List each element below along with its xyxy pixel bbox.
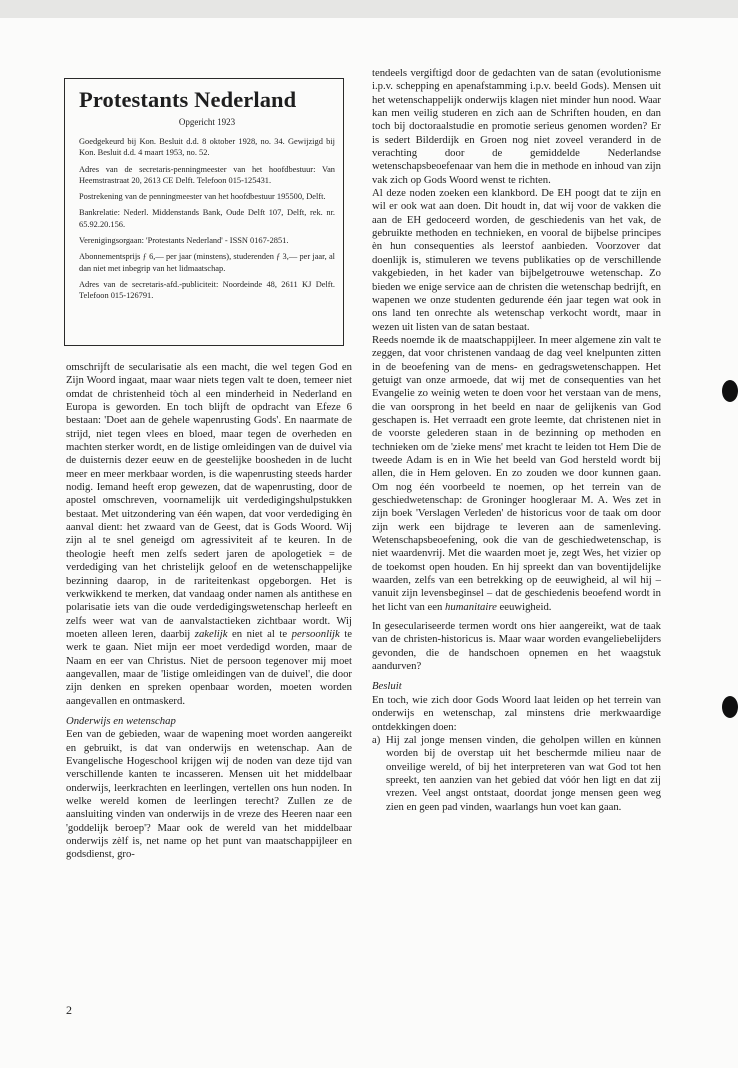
section-heading: Onderwijs en wetenschap (66, 714, 176, 727)
text-run: eeuwigheid. (499, 600, 552, 613)
emphasis: humanitaire (445, 600, 497, 613)
left-paragraph-2: Een van de gebieden, waar de wapening moet worden aangereikt en gebruikt, is dat van onderwijs en wetenschap. Aan de Evangelische Hogeschool krijgen wij de noden van deze tijd van verschillende kanten te incasseren. Mensen uit het middelbaar onderwijs, leerkrachten en leerlingen, vertellen ons hun noden. In welke wereld komen de leerlingen terecht? Zullen ze de aansluiting vinden van onderwijs in de vreze des Heeren naar een 'goddelijk beroep'? Maar ook de wereld van het middelbaar onderwijs zèlf is, net name op het punt van maatschappijleer en godsdienst, gro- (66, 728, 352, 861)
text-run: Reeds noemde ik de maatschappijleer. In meer algemene zin valt te zeggen, dat voor christenen vandaag de dag veel knelpunten zitten in de beoefening van de mens- en gedragswetenschappen. Het getuigt van onze armoede, dat wij met de consequenties van het Evangelie zo weinig weten te doen voor het verstaan van de mens, die van oorsprong in het beeld en naar de gelijkenis van God geschapen is. Het verraadt een grote leemte, dat christenen niet in de voorste gelederen staan in de bezinning op methoden en technieken om de 'zieke mens' met kracht te leiden tot Hem Die de tweede Adam is en in Wie het beeld van God hersteld wordt bij allen, die in Hem geloven. En zo zouden we door kunnen gaan. Om nog één voorbeeld te noemen, op het terrein van de geschiedwetenschap: de Groninger hoogleraar M. A. Wes zet in zijn boek 'Verslagen Verleden' de historicus voor de taak om door zijn werk een bijdrage te leveren aan de samenleving. Wetenschapsbeoefening, ook die van de geschiedwetenschap, is niet waardenvrij. Met die waarden moet je, zegt Wes, het vizier op de toekomst open houden. En hij spreekt dan van boventijdelijke waarden, zelfs van een betrekking op de eeuwigheid, al wil hij – vanuit zijn levensbeginsel – dat de geschiedenis beoefend wordt in het licht van een (372, 333, 661, 613)
list-marker: a) (372, 733, 381, 746)
text-run: te werk te gaan. Niet mijn eer moet verdedigd worden, maar de Naam en eer van Christus. Niet de persoon tegenover mij moet aangevallen, maar de 'listige omleidingen van de duivel', die door zijn denken en spreken openbaar worden, moeten worden aangevallen en ontmaskerd. (66, 627, 352, 707)
masthead-line: Postrekening van de penningmeester van het hoofdbestuur 195500, Delft. (79, 192, 326, 202)
punch-hole-mark (722, 380, 738, 402)
right-column (372, 67, 661, 814)
right-paragraph-2: Al deze noden zoeken een klankbord. De EH poogt dat te zijn en wil er ook wat aan doen. Dit houdt in, dat wij voor de vakken die aan de EH gedoceerd worden, de geschiedenis van het vak, de gebruikte methoden en technieken, en vooral de bijbelse principes èn hun consequenties als leerstof aanbieden. Voorzover dat doenlijk is, stimuleren we tevens publikaties op de verschillende vakgebieden, in het kader van bijbelgetrouwe wetenschap. Zo bieden we enige service aan de christen die wetenschap bedrijft, en wapenen we onze studenten gedurende één jaar tegen wat ook in ons land ten onrechte als wetenschap verkocht wordt, maar in wezen uit listen van de satan bestaat. (372, 187, 661, 333)
masthead-line: Adres van de secretaris-penningmeester van het hoofdbestuur: Van Heemstrastraat 20, 2613 CE Delft. Telefoon 015-125431. (79, 164, 335, 185)
punch-hole-mark (722, 696, 738, 718)
page-number: 2 (66, 1003, 72, 1017)
section-heading: Besluit (372, 680, 402, 693)
scan-top-edge (0, 0, 738, 18)
list-item-text: Hij zal jonge mensen vinden, die geholpen willen en kùnnen worden bij de overstap uit het beschermde milieu naar de onveilige wereld, of bij het interpreteren van wat God tot hen spreekt, ten aanzien van het gebied dat vóór hen ligt en dat zij vrezen. Veel angst ontstaat, doordat jonge mensen geen weg zien en geen pad vinden, waarlangs hun voet kan gaan. (386, 733, 661, 813)
text-run: en niet al te (231, 627, 288, 640)
right-paragraph-5: En toch, wie zich door Gods Woord laat leiden op het terrein van onderwijs en wetenschap, zal minstens drie merkwaardige ontdekkingen doen: (372, 693, 661, 733)
masthead-box (64, 78, 344, 346)
list-item (372, 734, 661, 814)
right-paragraph-4: In geseculariseerde termen wordt ons hier aangereikt, wat de taak van de christen-historicus is. Maar waar worden evangeliebelijders gevonden, die de handschoen opnemen en het waagstuk aandurven? (372, 620, 661, 673)
left-paragraph-1 (66, 361, 352, 708)
masthead-line: Bankrelatie: Nederl. Middenstands Bank, Oude Delft 107, Delft, rek. nr. 65.92.20.156. (79, 208, 335, 229)
masthead-line: Verenigingsorgaan: 'Protestants Nederland' - ISSN 0167-2851. (79, 236, 289, 246)
masthead-line: Goedgekeurd bij Kon. Besluit d.d. 8 oktober 1928, no. 34. Gewijzigd bij Kon. Besluit d.d. 4 maart 1953, no. 52. (79, 137, 335, 158)
masthead-founded: Opgericht 1923 (178, 117, 236, 127)
text-run: omschrijft de secularisatie als een macht, die wel tegen God en Zijn Woord ingaat, maar waar niets tegen valt te doen, temeer niet omdat de christenheid tòch al een minderheid in Nederland en Europa is geworden. En toch blijft de opdracht van Efeze 6 bestaan: 'Doet aan de gehele wapenrusting Gods'. En naarmate de strijd, niet tegen vlees en bloed, maar tegen de overheden en machten sterker wordt, en de listige omleidingen van de duivel via de duisternis dezer eeuw en de geestelijke boosheden in de lucht meer en meer merkbaar worden, is die wapenrusting steeds harder nodig. Iemand heeft erop gewezen, dat de wapenrusting, door de apostel omschreven, voornamelijk uit verdedigingshulpstukken bestaat. Met uitzondering van één wapen, dat voor verdediging èn aanval dient: het zwaard van de Geest, dat is Gods Woord. Wij zijn al te snel geneigd om agressiviteit af te keuren. In de theologie heeft men zelfs sedert jaren de apologetiek = de verdediging van het christelijk geloof en de wetenschappelijke bezinning daarop, in de rariteitenkast opgeborgen. Het is verkwikkend te merken, dat vandaag onder namen als antithese en polarisatie iets van die oude verdedigingswetenschap herleeft en zelfs weer wat van de aanvalstactieken zichtbaar wordt. Wij moeten alleen leren, daarbij (66, 361, 352, 640)
emphasis: persoonlijk (291, 627, 340, 640)
emphasis: zakelijk (194, 627, 228, 640)
masthead-title: Protestants Nederland (79, 87, 297, 112)
left-column (66, 361, 352, 862)
right-paragraph-1: tendeels vergiftigd door de gedachten van de satan (evolutionisme i.p.v. schepping en apenafstamming i.p.v. beeld Gods). Mensen uit het wetenschappelijk onderwijs klagen niet minder hun nood. Waar kan men veilig studeren en zich aan de Schriften houden, en dan toch bij doctoraalstudie en promotie serieus genomen worden? Er is sedert Bilderdijk en Groen nog niet zoveel veranderd in de verachting door de gemiddelde Nederlandse wetenschapsbeoefenaar van hem die in methode en inhoud van zijn vak zich op Gods Woord wenst te richten. (372, 67, 661, 186)
discoveries-list (372, 734, 661, 814)
masthead-line: Abonnementsprijs ƒ 6,— per jaar (minstens), studerenden ƒ 3,— per jaar, al dan niet met inbegrip van het lidmaatschap. (79, 252, 335, 273)
masthead-line: Adres van de secretaris-afd.-publiciteit: Noordeinde 48, 2611 KJ Delft. Telefoon 015-126791. (79, 279, 335, 301)
right-paragraph-3 (372, 334, 661, 614)
